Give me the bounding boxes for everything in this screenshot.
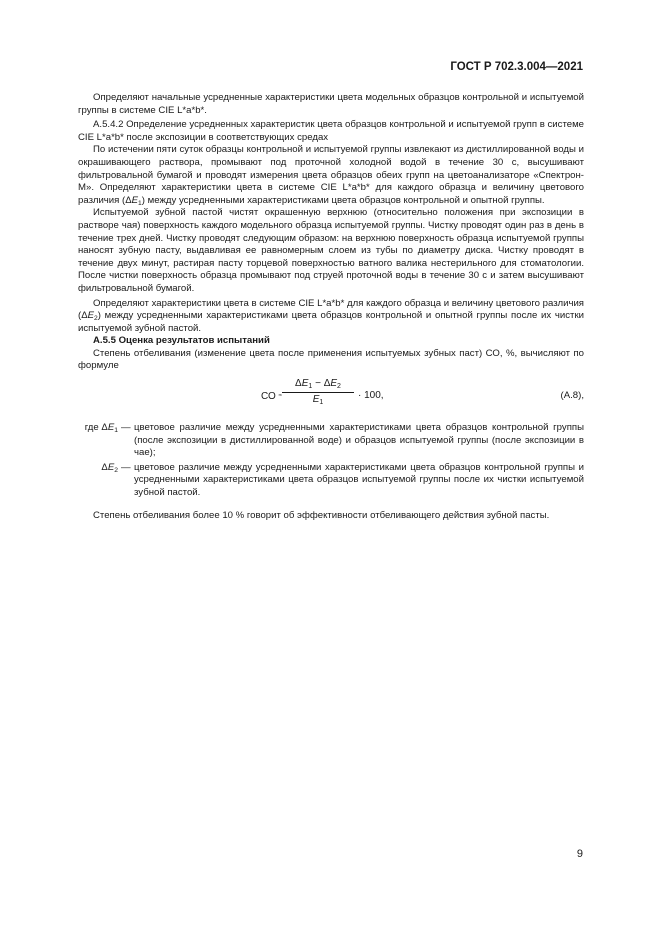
formula-lhs xyxy=(261,390,282,404)
section-heading: А.5.5 Оценка результатов испытаний xyxy=(93,335,270,347)
definition-text: цветовое различие между усредненными характеристиками цвета образцов контрольной группы (после экспозиции в дистиллированной воде) и образцов испытуемой группы (после экспозиции в чае); xyxy=(134,422,584,459)
page-number: 9 xyxy=(576,848,583,860)
document-header: ГОСТ Р 702.3.004—2021 xyxy=(450,61,583,73)
paragraph-1: Определяют начальные усредненные характеристики цвета модельных образцов контрольной и испытуемой группы в системе CIE L*a*b*. xyxy=(78,92,584,116)
definition-symbol xyxy=(78,422,121,460)
definition-text: цветовое различие между усредненными характеристиками цвета образцов контрольной группы и усредненными характеристиками цвета образцов испытуемой группы после их чистки испытуемой зубной пастой. xyxy=(134,461,584,499)
paragraph-4: Испытуемой зубной пастой чистят окрашенную верхнюю (относительно положения при экспозиции в растворе чая) поверхность каждого модельного образца испытуемой группы. Чистку проводят один раз в день в течение трех дней. Чистку проводят следующим образом: на верхнюю поверхность образца испытуемой группы наносят зубную пасту, выдавливая ее равномерным слоем из тубы по диаметру диска. Чистку проводят в течение двух минут, растирая пасту торцевой поверхностью ватного валика нестерильного для стоматологии. После чистки поверхность образца промывают под струей проточной воды в течение 30 с и затем высушивают фильтровальной бумагой. xyxy=(78,207,584,294)
definition-row xyxy=(78,422,584,460)
formula-intro: Степень отбеливания (изменение цвета после применения испытуемых зубных паст) СО, %, вычисляют по формуле xyxy=(78,347,584,372)
definition-dash: — xyxy=(121,422,131,434)
formula-multiplier: · 100, xyxy=(358,390,384,402)
formula-lhs-symbol: СО xyxy=(261,391,276,402)
document-body xyxy=(78,92,584,522)
definition-row xyxy=(78,462,584,500)
definition-dash: — xyxy=(121,461,131,473)
formula-number: (А.8), xyxy=(560,390,584,402)
closing-paragraph: Степень отбеливания более 10 % говорит об эффективности отбеливающего действия зубной пасты. xyxy=(93,509,550,521)
definition-symbol: $\Delta E_2$ xyxy=(101,461,118,474)
definitions-list xyxy=(78,422,584,500)
paragraph-2: А.5.4.2 Определение усредненных характеристик цвета образцов контрольной и испытуемой групп в системе CIE L*a*b* после экспозиции в соответствующих средах xyxy=(78,119,584,143)
formula-fraction xyxy=(282,378,354,406)
formula-denominator: $E_1$ xyxy=(312,393,324,406)
formula-approx-sign: ≈ xyxy=(278,393,282,400)
where-label: где xyxy=(84,422,99,434)
formula-a8 xyxy=(78,376,584,418)
formula-numerator: $\Delta E_1 - \Delta E_2$ xyxy=(282,378,354,393)
paragraph-3: По истечении пяти суток образцы контрольной и испытуемой группы извлекают из дистиллированной воды и окрашивающего раствора, промывают под проточной холодной водой в течение 30 с, высушивают фильтровальной бумагой и проводят измерения цвета образцов обеих групп на цветоанализаторе «Спектрон-М». Определяют характеристики цвета в системе CIE L*a*b* для каждого образца и величину цветового различия $(\Delta E_1)$ между усредненными характеристиками цвета образцов контрольной и опытной группы. xyxy=(78,144,584,207)
definition-symbol-text: $\Delta E_1$ xyxy=(101,422,118,435)
paragraph-5: Определяют характеристики цвета в системе CIE L*a*b* для каждого образца и величину цветового различия $(\Delta E_2)$ между усредненными характеристиками цвета образцов контрольной и опытной группы после их чистки испытуемой зубной пастой. xyxy=(78,297,584,334)
